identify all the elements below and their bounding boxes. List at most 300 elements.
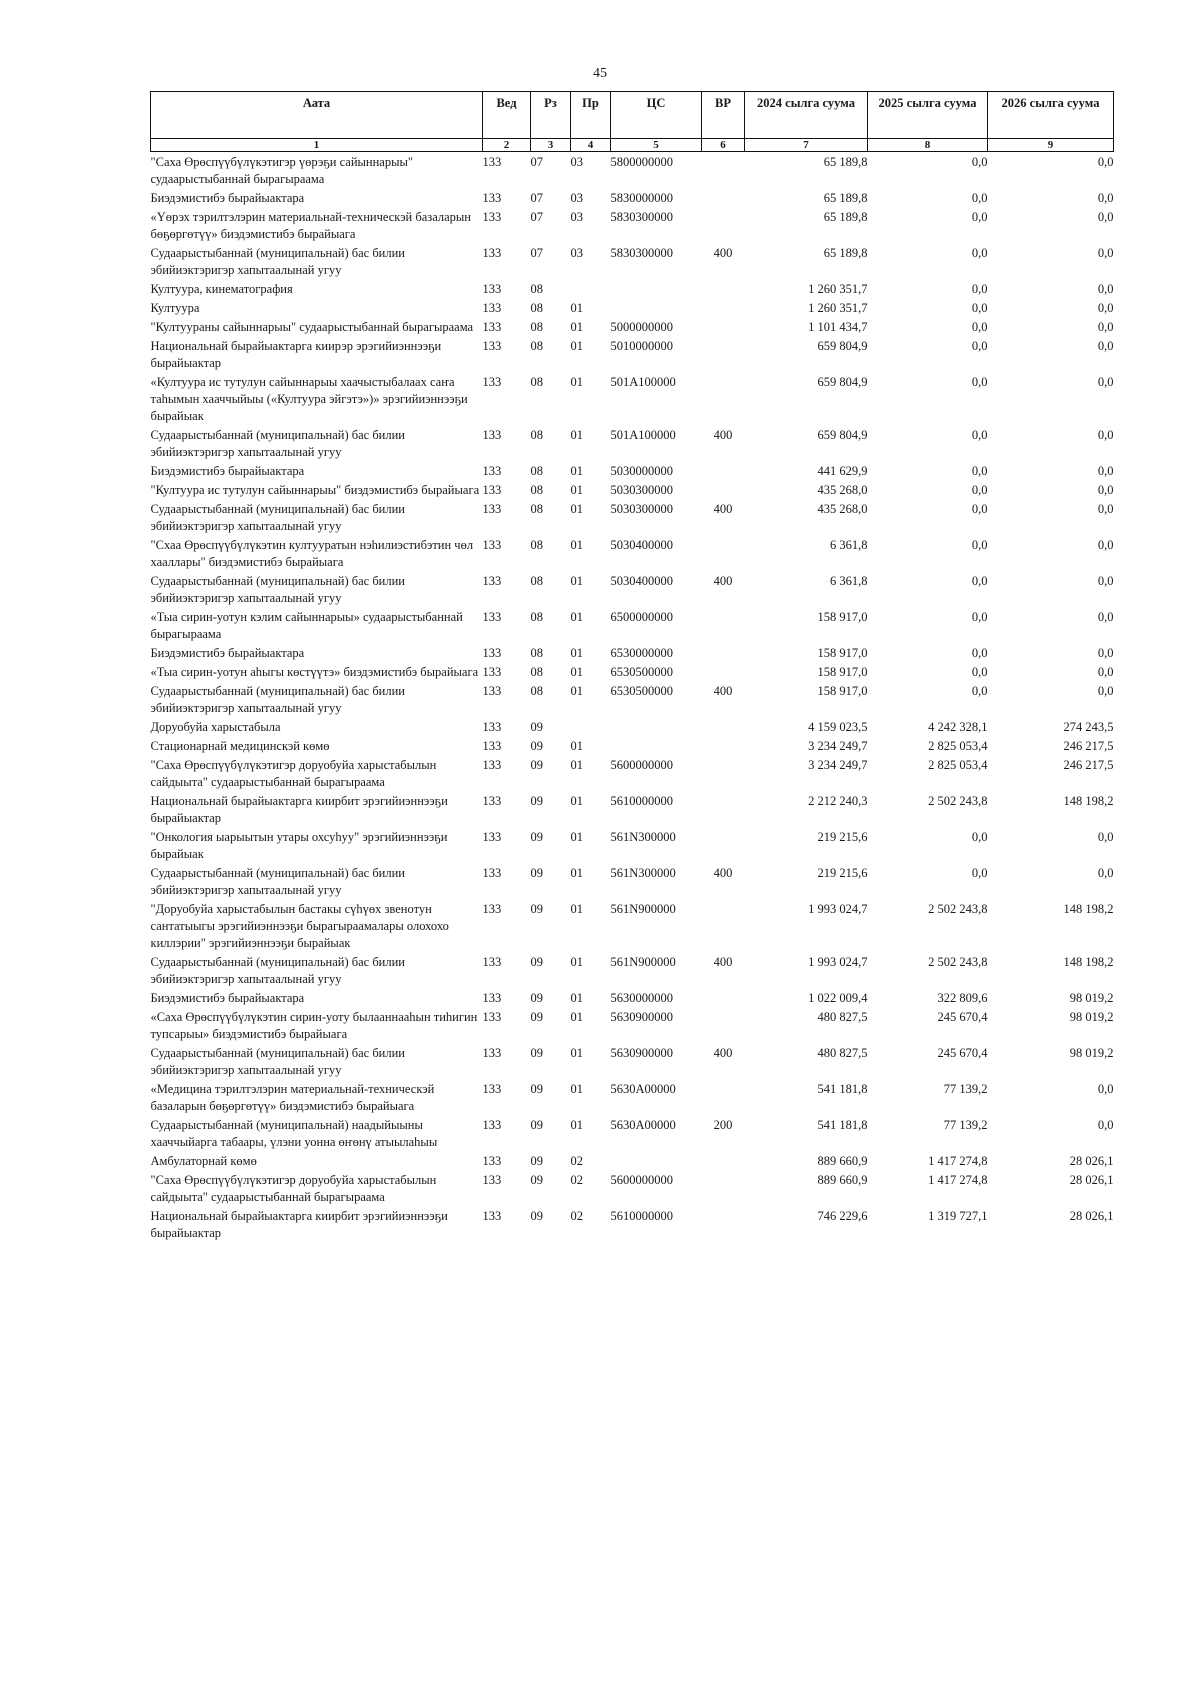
amount-2026: 246 217,5	[1063, 758, 1114, 772]
table-row	[151, 1043, 1114, 1079]
item-rz: 08	[530, 339, 543, 353]
amount-2024: 1 993 024,7	[808, 902, 868, 916]
col-number: 8	[868, 139, 988, 152]
amount-2024: 659 804,9	[817, 428, 868, 442]
item-pr: 01	[570, 538, 583, 552]
amount-2025: 0,0	[971, 502, 988, 516]
amount-2024: 1 260 351,7	[808, 282, 868, 296]
item-rz: 09	[530, 1010, 543, 1024]
amount-2025: 0,0	[971, 339, 988, 353]
table-row	[151, 863, 1114, 899]
item-name: Судаарыстыбаннай (муниципальнай) бас билии эбийиэктэригэр хапытаалынай угуу	[150, 574, 405, 605]
amount-2024: 889 660,9	[817, 1173, 868, 1187]
item-cs: 5610000000	[610, 1209, 673, 1223]
amount-2025: 0,0	[971, 866, 988, 880]
item-name: Судаарыстыбаннай (муниципальнай) бас билии эбийиэктэригэр хапытаалынай угуу	[150, 684, 405, 715]
item-rz: 08	[530, 320, 543, 334]
item-ved: 133	[482, 794, 502, 808]
item-pr: 01	[570, 464, 583, 478]
amount-2026: 0,0	[1097, 191, 1114, 205]
item-pr: 03	[570, 210, 583, 224]
item-pr: 01	[570, 1046, 583, 1060]
amount-2024: 4 159 023,5	[808, 720, 868, 734]
item-cs: 6530500000	[610, 665, 673, 679]
item-name: "Схаа Өрөспүүбүлүкэтин култууратын нэһилиэстибэтин чөл хааллары" биэдэмистибэ бырайыага	[150, 538, 474, 569]
item-pr: 02	[570, 1154, 583, 1168]
item-cs: 5600000000	[610, 758, 673, 772]
amount-2024: 480 827,5	[817, 1010, 868, 1024]
amount-2025: 0,0	[971, 684, 988, 698]
col-header-2026: 2026 сылга суума	[988, 92, 1114, 139]
item-pr: 01	[570, 375, 583, 389]
item-pr: 01	[570, 339, 583, 353]
item-pr: 01	[570, 955, 583, 969]
amount-2026: 0,0	[1097, 538, 1114, 552]
amount-2026: 0,0	[1097, 610, 1114, 624]
item-pr: 01	[570, 1082, 583, 1096]
item-rz: 09	[530, 902, 543, 916]
item-vr	[702, 1206, 745, 1242]
item-rz: 09	[530, 866, 543, 880]
amount-2024: 158 917,0	[817, 665, 868, 679]
amount-2026: 0,0	[1097, 428, 1114, 442]
table-row	[151, 1206, 1114, 1242]
amount-2024: 65 189,8	[823, 191, 868, 205]
item-pr: 01	[570, 794, 583, 808]
item-ved: 133	[482, 246, 502, 260]
item-pr: 03	[570, 191, 583, 205]
amount-2025: 0,0	[971, 320, 988, 334]
item-pr: 01	[570, 758, 583, 772]
item-cs: 501A100000	[610, 428, 676, 442]
item-name: Судаарыстыбаннай (муниципальнай) бас билии эбийиэктэригэр хапытаалынай угуу	[150, 866, 405, 897]
item-rz: 07	[530, 246, 543, 260]
table-row	[151, 1151, 1114, 1170]
amount-2024: 3 234 249,7	[808, 739, 868, 753]
item-vr	[702, 1079, 745, 1115]
amount-2025: 0,0	[971, 155, 988, 169]
amount-2024: 158 917,0	[817, 646, 868, 660]
amount-2025: 2 502 243,8	[928, 955, 988, 969]
amount-2026: 0,0	[1097, 375, 1114, 389]
item-cs: 5630000000	[610, 991, 673, 1005]
amount-2024: 480 827,5	[817, 1046, 868, 1060]
item-cs	[611, 279, 702, 298]
item-rz: 09	[530, 720, 543, 734]
item-vr	[702, 736, 745, 755]
item-vr	[702, 461, 745, 480]
item-vr	[702, 480, 745, 499]
table-row	[151, 1115, 1114, 1151]
item-cs: 5010000000	[610, 339, 673, 353]
item-rz: 08	[530, 610, 543, 624]
amount-2024: 441 629,9	[817, 464, 868, 478]
item-rz: 09	[530, 1209, 543, 1223]
amount-2024: 219 215,6	[817, 830, 868, 844]
col-number: 7	[745, 139, 868, 152]
item-ved: 133	[482, 210, 502, 224]
amount-2025: 0,0	[971, 646, 988, 660]
amount-2024: 3 234 249,7	[808, 758, 868, 772]
amount-2024: 6 361,8	[830, 574, 868, 588]
amount-2025: 0,0	[971, 665, 988, 679]
amount-2026: 246 217,5	[1063, 739, 1114, 753]
amount-2026: 0,0	[1097, 1118, 1114, 1132]
item-cs: 501A100000	[610, 375, 676, 389]
item-rz: 08	[530, 646, 543, 660]
item-pr: 01	[570, 739, 583, 753]
item-cs: 561N900000	[610, 955, 676, 969]
item-rz: 08	[530, 538, 543, 552]
amount-2024: 6 361,8	[830, 538, 868, 552]
column-number-row	[151, 139, 1114, 152]
col-number: 6	[702, 139, 745, 152]
item-vr	[702, 298, 745, 317]
item-ved: 133	[482, 646, 502, 660]
item-rz: 09	[530, 739, 543, 753]
table-row	[151, 607, 1114, 643]
item-cs: 5000000000	[610, 320, 673, 334]
item-name: Судаарыстыбаннай (муниципальнай) бас билии эбийиэктэригэр хапытаалынай угуу	[150, 1046, 405, 1077]
table-row	[151, 681, 1114, 717]
amount-2024: 2 212 240,3	[808, 794, 868, 808]
item-name: Судаарыстыбаннай (муниципальнай) бас билии эбийиэктэригэр хапытаалынай угуу	[150, 502, 405, 533]
item-ved: 133	[482, 464, 502, 478]
item-cs: 5030300000	[610, 502, 673, 516]
item-ved: 133	[482, 301, 502, 315]
item-name: Биэдэмистибэ бырайыактара	[150, 191, 305, 205]
table-row	[151, 188, 1114, 207]
table-row	[151, 1007, 1114, 1043]
item-name: Судаарыстыбаннай (муниципальнай) бас билии эбийиэктэригэр хапытаалынай угуу	[150, 955, 405, 986]
amount-2026: 28 026,1	[1069, 1173, 1114, 1187]
item-vr	[702, 207, 745, 243]
item-vr	[702, 372, 745, 425]
amount-2025: 322 809,6	[937, 991, 988, 1005]
amount-2024: 1 101 434,7	[808, 320, 868, 334]
table-row	[151, 952, 1114, 988]
amount-2026: 0,0	[1097, 282, 1114, 296]
amount-2024: 1 260 351,7	[808, 301, 868, 315]
item-rz: 09	[530, 991, 543, 1005]
item-name: Биэдэмистибэ бырайыактара	[150, 464, 305, 478]
item-cs: 5030300000	[610, 483, 673, 497]
col-header-ved: Вед	[483, 92, 531, 139]
table-body	[151, 152, 1114, 1243]
amount-2026: 0,0	[1097, 1082, 1114, 1096]
item-ved: 133	[482, 610, 502, 624]
item-vr	[702, 662, 745, 681]
item-ved: 133	[482, 375, 502, 389]
item-vr	[702, 1151, 745, 1170]
item-cs: 5630A00000	[610, 1118, 676, 1132]
item-pr: 01	[570, 1010, 583, 1024]
item-cs	[611, 1151, 702, 1170]
item-ved: 133	[482, 320, 502, 334]
item-rz: 09	[530, 830, 543, 844]
item-vr	[702, 279, 745, 298]
amount-2025: 77 139,2	[943, 1118, 988, 1132]
amount-2026: 0,0	[1097, 339, 1114, 353]
amount-2026: 0,0	[1097, 574, 1114, 588]
item-name: "Онкология ыарыытын утары охсуһуу" эрэгийиэннээҕи бырайыак	[150, 830, 448, 861]
amount-2026: 0,0	[1097, 246, 1114, 260]
item-name: «Үөрэх тэрилтэлэрин материальнай-техническэй базаларын бөҕөргөтүү» биэдэмистибэ бырайыага	[150, 210, 471, 241]
item-rz: 07	[530, 191, 543, 205]
item-vr	[702, 607, 745, 643]
amount-2024: 541 181,8	[817, 1082, 868, 1096]
amount-2025: 245 670,4	[937, 1046, 988, 1060]
item-cs: 5830300000	[610, 210, 673, 224]
item-ved: 133	[482, 684, 502, 698]
item-vr	[702, 899, 745, 952]
item-pr: 01	[570, 1118, 583, 1132]
amount-2025: 1 417 274,8	[928, 1154, 988, 1168]
item-name: Национальнай бырайыактарга киирбит эрэгийиэннээҕи бырайыактар	[150, 794, 448, 825]
item-vr: 200	[713, 1118, 733, 1132]
item-name: Судаарыстыбаннай (муниципальнай) наадыйыыны хааччыйарга табаары, үлэни уонна өҥөнү атыылаһыы	[150, 1118, 438, 1149]
amount-2025: 2 502 243,8	[928, 902, 988, 916]
amount-2024: 541 181,8	[817, 1118, 868, 1132]
item-vr	[702, 643, 745, 662]
item-rz: 09	[530, 1173, 543, 1187]
item-cs: 561N300000	[610, 830, 676, 844]
amount-2026: 0,0	[1097, 684, 1114, 698]
item-name: «Култуура ис тутулун сайыннарыы хаачыстыбалаах саҥа таһымын хааччыйыы («Култуура эйгэтэ»)» эрэгийиэннээҕи бырайыак	[150, 375, 468, 423]
amount-2026: 0,0	[1097, 665, 1114, 679]
amount-2025: 77 139,2	[943, 1082, 988, 1096]
item-name: Доруобуйа харыстабыла	[150, 720, 281, 734]
amount-2025: 0,0	[971, 282, 988, 296]
table-header-row	[151, 92, 1114, 139]
item-pr: 02	[570, 1173, 583, 1187]
col-number: 4	[571, 139, 611, 152]
item-pr: 01	[570, 866, 583, 880]
item-rz: 09	[530, 758, 543, 772]
item-name: "Доруобуйа харыстабылын бастакы сүһүөх звенотун сантатыыгы эрэгийиэннээҕи бырагыраамалары олохохо киллэрии" эрэгийиэннээҕи бырайыак	[150, 902, 449, 950]
amount-2024: 435 268,0	[817, 483, 868, 497]
item-name: Стационарнай медицинскэй көмө	[150, 739, 330, 753]
item-vr	[702, 317, 745, 336]
item-rz: 08	[530, 502, 543, 516]
amount-2024: 65 189,8	[823, 155, 868, 169]
amount-2025: 0,0	[971, 830, 988, 844]
page-number: 45	[593, 66, 607, 81]
table-row	[151, 899, 1114, 952]
item-ved: 133	[482, 1209, 502, 1223]
item-cs: 5610000000	[610, 794, 673, 808]
col-header-name: Аата	[151, 92, 483, 139]
item-ved: 133	[482, 282, 502, 296]
item-rz: 08	[530, 428, 543, 442]
amount-2025: 2 825 053,4	[928, 758, 988, 772]
item-pr: 01	[570, 646, 583, 660]
amount-2024: 158 917,0	[817, 684, 868, 698]
item-ved: 133	[482, 991, 502, 1005]
item-rz: 09	[530, 1082, 543, 1096]
item-rz: 08	[530, 665, 543, 679]
item-rz: 08	[530, 301, 543, 315]
amount-2024: 158 917,0	[817, 610, 868, 624]
item-rz: 08	[530, 483, 543, 497]
amount-2026: 0,0	[1097, 646, 1114, 660]
item-ved: 133	[482, 538, 502, 552]
amount-2025: 0,0	[971, 464, 988, 478]
item-vr: 400	[713, 1046, 733, 1060]
item-ved: 133	[482, 1046, 502, 1060]
item-rz: 08	[530, 684, 543, 698]
item-cs	[611, 298, 702, 317]
amount-2026: 98 019,2	[1069, 1046, 1114, 1060]
item-ved: 133	[482, 1173, 502, 1187]
item-name: Национальнай бырайыактарга киирэр эрэгийиэннээҕи бырайыактар	[150, 339, 442, 370]
item-name: Амбулаторнай көмө	[150, 1154, 257, 1168]
item-vr	[702, 1170, 745, 1206]
item-rz: 07	[530, 210, 543, 224]
table-row	[151, 827, 1114, 863]
table-row	[151, 425, 1114, 461]
item-cs: 6530500000	[610, 684, 673, 698]
col-header-vr: ВР	[702, 92, 745, 139]
item-rz: 09	[530, 1046, 543, 1060]
item-ved: 133	[482, 955, 502, 969]
table-row	[151, 480, 1114, 499]
item-vr	[702, 791, 745, 827]
item-pr: 03	[570, 155, 583, 169]
item-name: "Саха Өрөспүүбүлүкэтигэр үөрэҕи сайыннарыы" судаарыстыбаннай бырагыраама	[150, 155, 413, 186]
amount-2026: 28 026,1	[1069, 1154, 1114, 1168]
item-rz: 08	[530, 574, 543, 588]
item-name: "Култуураны сайыннарыы" судаарыстыбаннай бырагыраама	[150, 320, 474, 334]
budget-table	[150, 91, 1114, 1242]
item-ved: 133	[482, 1118, 502, 1132]
item-name: «Тыа сирин-уотун кэлим сайыннарыы» судаарыстыбаннай бырагыраама	[150, 610, 463, 641]
item-rz: 09	[530, 794, 543, 808]
table-row	[151, 535, 1114, 571]
table-row	[151, 1170, 1114, 1206]
amount-2025: 0,0	[971, 210, 988, 224]
item-cs: 5830300000	[610, 246, 673, 260]
table-row	[151, 152, 1114, 189]
amount-2025: 0,0	[971, 538, 988, 552]
item-name: "Саха Өрөспүүбүлүкэтигэр доруобуйа харыстабылын сайдыыта" судаарыстыбаннай бырагыраама	[150, 758, 437, 789]
item-name: «Медицина тэрилтэлэрин материальнай-техническэй базаларын бөҕөргөтүү» биэдэмистибэ бырайыага	[150, 1082, 435, 1113]
item-cs: 5030400000	[610, 538, 673, 552]
col-number: 9	[988, 139, 1114, 152]
item-ved: 133	[482, 483, 502, 497]
item-cs: 5030000000	[610, 464, 673, 478]
item-ved: 133	[482, 1154, 502, 1168]
item-ved: 133	[482, 191, 502, 205]
item-pr: 01	[570, 830, 583, 844]
item-ved: 133	[482, 339, 502, 353]
item-ved: 133	[482, 665, 502, 679]
item-vr	[702, 188, 745, 207]
item-pr: 01	[570, 301, 583, 315]
item-cs	[611, 736, 702, 755]
item-pr	[571, 717, 611, 736]
table-row	[151, 662, 1114, 681]
table-row	[151, 988, 1114, 1007]
item-cs	[611, 717, 702, 736]
item-ved: 133	[482, 902, 502, 916]
col-header-rz: Рз	[531, 92, 571, 139]
item-name: Биэдэмистибэ бырайыактара	[150, 646, 305, 660]
item-cs: 561N300000	[610, 866, 676, 880]
item-ved: 133	[482, 830, 502, 844]
item-name: "Саха Өрөспүүбүлүкэтигэр доруобуйа харыстабылын сайдыыта" судаарыстыбаннай бырагыраама	[150, 1173, 437, 1204]
item-name: Судаарыстыбаннай (муниципальнай) бас билии эбийиэктэригэр хапытаалынай угуу	[150, 428, 405, 459]
item-cs: 5630900000	[610, 1010, 673, 1024]
item-ved: 133	[482, 1010, 502, 1024]
amount-2024: 1 022 009,4	[808, 991, 868, 1005]
item-rz: 08	[530, 282, 543, 296]
table-row	[151, 279, 1114, 298]
item-cs: 5030400000	[610, 574, 673, 588]
table-row	[151, 1079, 1114, 1115]
table-row	[151, 243, 1114, 279]
item-vr	[702, 336, 745, 372]
table-row	[151, 372, 1114, 425]
col-number: 1	[151, 139, 483, 152]
item-vr: 400	[713, 428, 733, 442]
item-vr	[702, 1007, 745, 1043]
col-header-2025: 2025 сылга суума	[868, 92, 988, 139]
amount-2026: 28 026,1	[1069, 1209, 1114, 1223]
item-vr	[702, 827, 745, 863]
amount-2024: 746 229,6	[817, 1209, 868, 1223]
amount-2025: 1 319 727,1	[928, 1209, 988, 1223]
table-row	[151, 461, 1114, 480]
item-pr: 01	[570, 610, 583, 624]
item-rz: 09	[530, 955, 543, 969]
item-vr: 400	[713, 246, 733, 260]
amount-2026: 0,0	[1097, 301, 1114, 315]
amount-2026: 274 243,5	[1063, 720, 1114, 734]
col-header-cs: ЦС	[611, 92, 702, 139]
item-vr	[702, 717, 745, 736]
amount-2024: 435 268,0	[817, 502, 868, 516]
item-cs: 561N900000	[610, 902, 676, 916]
item-rz: 08	[530, 464, 543, 478]
amount-2026: 148 198,2	[1063, 902, 1114, 916]
item-cs: 6500000000	[610, 610, 673, 624]
amount-2025: 0,0	[971, 191, 988, 205]
item-pr: 03	[570, 246, 583, 260]
amount-2024: 65 189,8	[823, 210, 868, 224]
amount-2025: 0,0	[971, 246, 988, 260]
amount-2026: 0,0	[1097, 464, 1114, 478]
item-ved: 133	[482, 1082, 502, 1096]
amount-2025: 2 502 243,8	[928, 794, 988, 808]
item-rz: 09	[530, 1154, 543, 1168]
amount-2025: 0,0	[971, 610, 988, 624]
item-rz: 09	[530, 1118, 543, 1132]
amount-2026: 0,0	[1097, 830, 1114, 844]
amount-2024: 659 804,9	[817, 375, 868, 389]
amount-2024: 659 804,9	[817, 339, 868, 353]
item-vr	[702, 535, 745, 571]
item-pr: 01	[570, 574, 583, 588]
amount-2025: 0,0	[971, 483, 988, 497]
item-rz: 07	[530, 155, 543, 169]
item-cs: 5830000000	[610, 191, 673, 205]
table-row	[151, 717, 1114, 736]
col-header-pr: Пр	[571, 92, 611, 139]
item-name: Култуура, кинематография	[150, 282, 293, 296]
col-number: 5	[611, 139, 702, 152]
item-pr: 01	[570, 320, 583, 334]
